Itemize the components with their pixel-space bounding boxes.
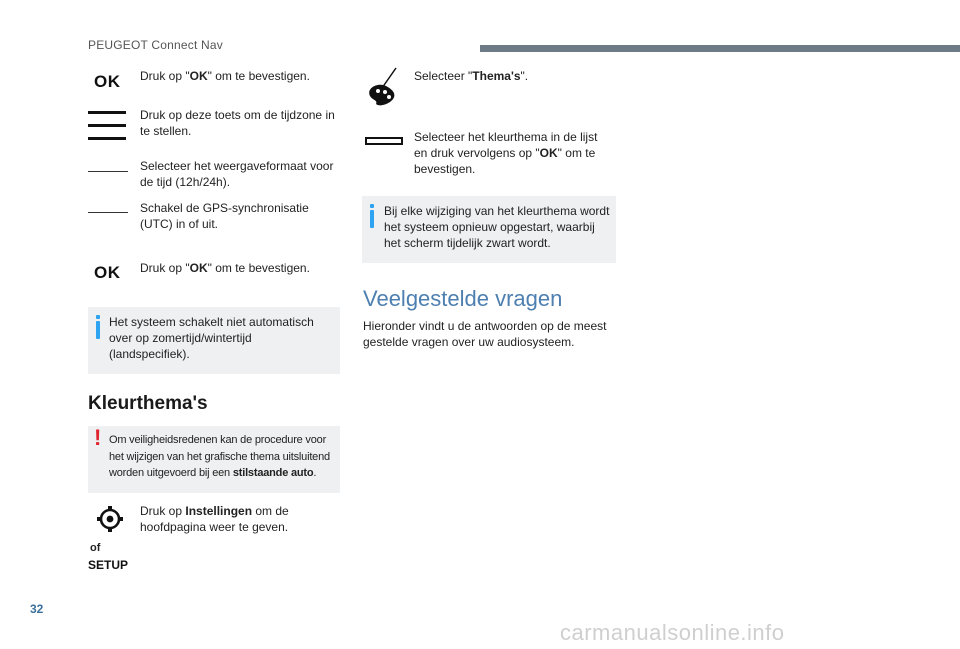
text-part: Druk op " (140, 261, 190, 275)
timezone-instruction: Druk op deze toets om de tijdzone in te stellen. (140, 108, 335, 138)
ok-icon: OK (94, 72, 121, 91)
ok-icon: OK (94, 263, 121, 282)
info-note-text: Het systeem schakelt niet automatisch over op zomertijd/wintertijd (landspecifiek). (109, 315, 314, 361)
settings-instruction (140, 503, 340, 535)
list-item-icon (365, 137, 403, 145)
ok-instruction-1 (140, 68, 340, 84)
text-part: " om te bevestigen. (207, 69, 310, 83)
gear-icon (96, 505, 124, 533)
info-note-text: Bij elke wijziging van het kleurthema wordt het systeem opnieuw opgestart, waarbij het scherm tijdelijk zwart wordt. (384, 204, 610, 250)
section-heading-color-themes: Kleurthema's (88, 393, 208, 414)
page-header-title: PEUGEOT Connect Nav (88, 38, 223, 52)
line-icon (88, 212, 128, 213)
header-bar (480, 45, 960, 52)
text-part: Druk op " (140, 69, 190, 83)
info-icon (370, 210, 374, 228)
text-bold: OK (189, 69, 208, 83)
line-icon (88, 171, 128, 172)
or-label: of (90, 542, 101, 554)
themes-instruction (414, 68, 614, 84)
select-theme-instruction (414, 129, 609, 177)
watermark: carmanualsonline.info (560, 620, 785, 645)
text-part: Selecteer het kleurthema in de lijst en druk vervolgens op " (414, 130, 598, 160)
text-part: Selecteer " (414, 69, 473, 83)
text-bold: Instellingen (185, 504, 253, 518)
setup-label: SETUP (88, 558, 129, 572)
text-part: . (313, 467, 317, 479)
text-part: Druk op (140, 504, 186, 518)
text-bold: OK (189, 261, 208, 275)
gps-sync-instruction: Schakel de GPS-synchronisatie (UTC) in of uit. (140, 201, 309, 231)
section-heading-faq: Veelgestelde vragen (363, 286, 563, 311)
info-note-restart (362, 196, 616, 263)
text-part: " om te bevestigen. (207, 261, 310, 275)
text-bold: OK (539, 146, 558, 160)
text-bold: stilstaande auto (232, 467, 314, 479)
warning-text (109, 432, 336, 482)
faq-intro: Hieronder vindt u de antwoorden op de meest gestelde vragen over uw audiosysteem. (363, 319, 607, 349)
info-icon (96, 321, 100, 339)
warning-note (88, 426, 340, 493)
text-bold: Thema's (472, 69, 521, 83)
text-part: ". (520, 69, 529, 83)
info-note-dst (88, 307, 340, 374)
warning-icon: ! (94, 425, 102, 450)
text-part: om de hoofdpagina weer te geven. (140, 504, 289, 534)
text-part: Om veiligheidsredenen kan de procedure voor het wijzigen van het grafische thema uitsluitend worden uitgevoerd bij een (109, 434, 330, 479)
page-number: 32 (30, 602, 44, 616)
menu-icon (88, 111, 126, 140)
time-format-instruction: Selecteer het weergaveformaat voor de tijd (12h/24h). (140, 159, 334, 189)
ok-instruction-2 (140, 260, 340, 276)
palette-icon (364, 66, 404, 110)
text-part: " om te bevestigen. (414, 146, 596, 176)
